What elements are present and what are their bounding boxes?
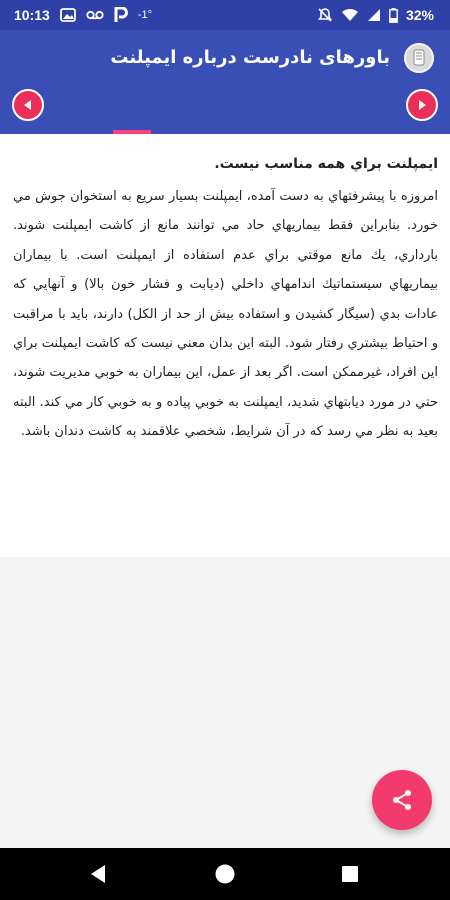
- battery-percent: 32%: [405, 7, 434, 23]
- home-icon: [214, 863, 236, 885]
- arrow-left-icon: [22, 99, 34, 111]
- app-logo-icon: [404, 43, 434, 73]
- share-icon: [390, 788, 414, 812]
- share-button[interactable]: [372, 770, 432, 830]
- mute-icon: [317, 7, 333, 23]
- home-button[interactable]: [214, 863, 236, 889]
- battery-icon: [389, 8, 398, 23]
- previous-page-button[interactable]: [12, 89, 44, 121]
- app-bar: [0, 30, 450, 134]
- article-body: امروزه با پيشرفتهاي به دست آمده، ايمپلنت بسيار سريع به استخوان جوش مي خورد. بنابراين فقط بيماريهاي حاد مي توانند مانع از كاشت ايمپلنت شوند. بارداري، يك مانع موقتي براي عدم استفاده از ايمپلنت است. با بيماران بيماريهاي سيستماتيك اندامهاي داخلي (ديابت و فشار خون بالا) و آنهايي كه عادات بدي (سيگار كشيدن و استفاده بيش از حد از الكل) دارند، بايد با مراقبت و احتياط بيشتري رفتار شود. البته اين بدان معني نيست كه كاشت ايمپلنت براي اين افراد، غيرممكن است. اگر بعد از عمل، اين بيماران به خوبي مديريت شوند، حتي در مورد ديابتهاي شديد، ايمپلنت به خوبي پياده و به خوبي كار مي كند. البته بعيد به نظر مي رسد كه در آن شرايط، شخصي علاقمند به كاشت دندان باشد.: [13, 189, 438, 440]
- back-button[interactable]: [89, 864, 107, 888]
- status-bar: [0, 0, 450, 30]
- voicemail-icon: [86, 10, 104, 20]
- status-left: [14, 7, 152, 23]
- article-heading: ايمپلنت براي همه مناسب نيست.: [214, 156, 438, 172]
- recents-button[interactable]: [341, 865, 359, 887]
- next-page-button[interactable]: [406, 89, 438, 121]
- wifi-icon: [341, 8, 359, 22]
- system-nav-bar: [0, 848, 450, 900]
- temperature-text: -1°: [137, 9, 152, 21]
- status-time: 10:13: [14, 7, 50, 23]
- page-title: باورهای نادرست درباره ایمپلنت: [110, 47, 390, 68]
- signal-icon: [367, 8, 381, 22]
- parking-icon: [114, 7, 128, 23]
- article-card: [0, 134, 450, 557]
- arrow-right-icon: [416, 99, 428, 111]
- status-right: [317, 7, 434, 23]
- image-icon: [60, 8, 76, 22]
- article-content: [13, 150, 438, 447]
- recents-icon: [341, 865, 359, 883]
- back-icon: [89, 864, 107, 884]
